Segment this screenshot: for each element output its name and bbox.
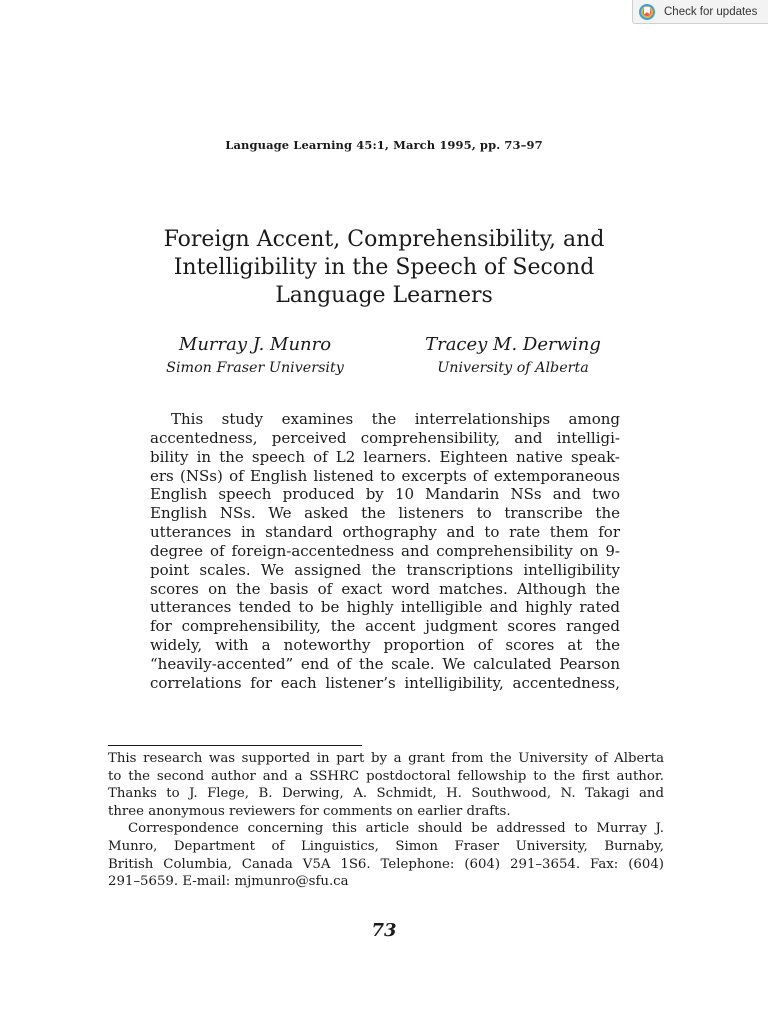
abstract-line: for comprehensibility, the accent judgment scores ranged <box>150 617 620 636</box>
footnote-divider <box>108 745 362 746</box>
journal-citation: Language Learning 45:1, March 1995, pp. 73–97 <box>225 138 543 152</box>
check-for-updates-button[interactable] <box>632 0 768 24</box>
footnote-line: This research was supported in part by a grant from the University of Alberta <box>108 751 664 766</box>
abstract-line: bility in the speech of L2 learners. Eighteen native speak- <box>150 447 620 466</box>
author-name: Tracey M. Derwing <box>425 334 601 355</box>
page-number: 73 <box>371 920 397 941</box>
abstract-line: English speech produced by 10 Mandarin NSs and two <box>150 485 620 504</box>
footnote-line: British Columbia, Canada V5A 1S6. Telephone: (604) 291–3654. Fax: (604) <box>108 856 664 872</box>
abstract-line: accentedness, perceived comprehensibility, and intelligi- <box>150 428 620 447</box>
abstract-line: “heavily-accented” end of the scale. We calculated Pearson <box>150 654 620 673</box>
abstract-line: English NSs. We asked the listeners to transcribe the <box>150 504 620 523</box>
abstract-line: utterances tended to be highly intelligible and highly rated <box>150 598 620 617</box>
abstract-line: degree of foreign-accentedness and comprehensibility on 9- <box>150 541 620 560</box>
abstract <box>150 410 620 693</box>
crossmark-icon <box>639 4 655 20</box>
abstract-line: correlations for each listener’s intelligibility, accentedness, <box>150 673 620 692</box>
abstract-line: scores on the basis of exact word matches. Although the <box>150 579 620 598</box>
abstract-line: This study examines the interrelationships among <box>171 410 620 428</box>
author-affiliation: University of Alberta <box>437 360 589 376</box>
author-affiliation: Simon Fraser University <box>166 360 344 376</box>
footnote <box>108 750 664 891</box>
footnote-line: three anonymous reviewers for comments on earlier drafts. <box>108 803 511 819</box>
footnote-line: Thanks to J. Flege, B. Derwing, A. Schmidt, H. Southwood, N. Takagi and <box>108 786 664 802</box>
abstract-line: widely, with a noteworthy proportion of scores at the <box>150 636 620 655</box>
check-for-updates-label: Check for updates <box>664 5 758 18</box>
footnote-line: Munro, Department of Linguistics, Simon Fraser University, Burnaby, <box>108 838 664 854</box>
author-block-derwing <box>388 333 638 378</box>
abstract-line: point scales. We assigned the transcriptions intelligibility <box>150 560 620 579</box>
footnote-line: Correspondence concerning this article should be addressed to Murray J. <box>128 821 664 837</box>
title-line: Intelligibility in the Speech of Second <box>173 255 595 280</box>
footnote-line: 291–5659. E-mail: mjmunro@sfu.ca <box>108 874 349 890</box>
article-title <box>100 226 668 310</box>
author-name: Murray J. Munro <box>178 334 332 355</box>
title-line: Language Learners <box>275 283 493 308</box>
abstract-line: ers (NSs) of English listened to excerpts of extemporaneous <box>150 466 620 485</box>
footnote-line: to the second author and a SSHRC postdoctoral fellowship to the first author. <box>108 768 664 784</box>
title-line: Foreign Accent, Comprehensibility, and <box>163 227 605 252</box>
abstract-line: utterances in standard orthography and to rate them for <box>150 523 620 542</box>
author-block-munro <box>130 333 380 378</box>
